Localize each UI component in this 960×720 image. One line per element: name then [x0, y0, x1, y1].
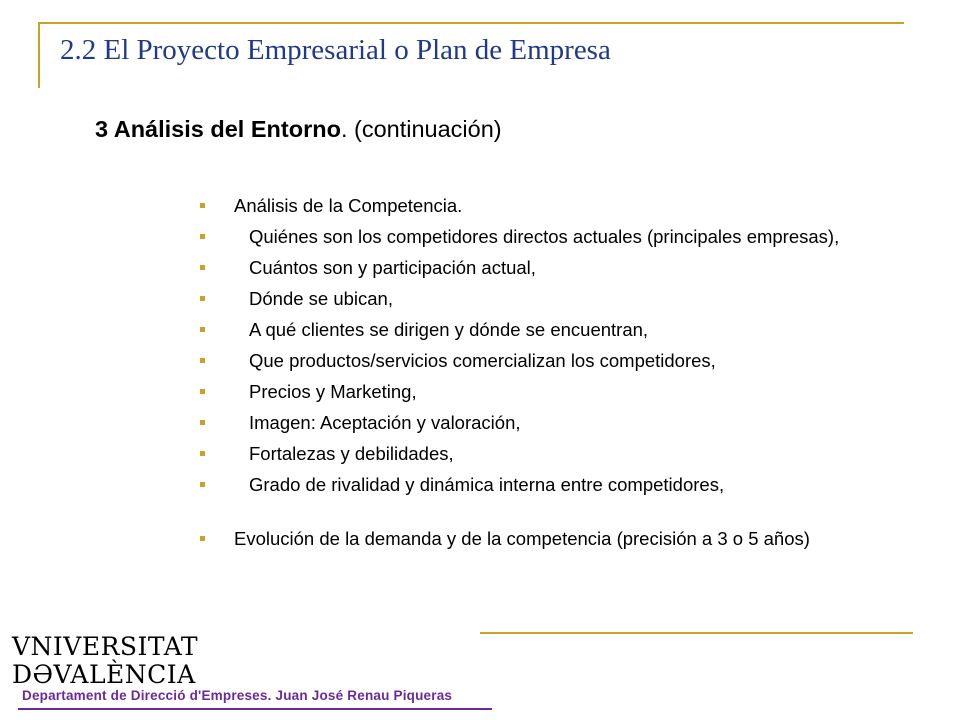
slide-title: 2.2 El Proyecto Empresarial o Plan de Empresa: [60, 34, 611, 66]
bullet-text: Grado de rivalidad y dinámica interna entre competidores,: [249, 474, 725, 495]
logo-wordmark-line1: VNIVERSITAT: [12, 632, 199, 661]
bullet-list: [200, 195, 905, 559]
section-heading-bold: 3 Análisis del Entorno: [95, 116, 341, 142]
section-heading-rest: . (continuación): [340, 116, 502, 142]
bullet-text: Quiénes son los competidores directos actuales (principales empresas),: [249, 226, 840, 247]
bullet-text: Precios y Marketing,: [249, 381, 417, 402]
bullet-item: [200, 443, 905, 465]
bullet-item: [200, 226, 905, 248]
bullet-item: [200, 319, 905, 341]
bullet-item: [200, 381, 905, 403]
bullet-marker-icon: [200, 389, 205, 394]
bullet-text: Evolución de la demanda y de la competencia (precisión a 3 o 5 años): [234, 528, 810, 549]
bullet-marker-icon: [200, 296, 205, 301]
bullet-marker-icon: [200, 420, 205, 425]
bullet-text: Cuántos son y participación actual,: [249, 257, 536, 278]
bullet-text: Que productos/servicios comercializan los competidores,: [249, 350, 716, 371]
bullet-item: [200, 350, 905, 372]
bullet-marker-icon: [200, 482, 205, 487]
bullet-marker-icon: [200, 265, 205, 270]
bullet-marker-icon: [200, 203, 205, 208]
department-credit: Departament de Direcció d'Empreses. Juan José Renau Piqueras: [22, 688, 453, 703]
bullet-item: [200, 288, 905, 310]
bullet-text: Fortalezas y debilidades,: [249, 443, 454, 464]
bullet-text: A qué clientes se dirigen y dónde se encuentran,: [249, 319, 649, 340]
university-logo: [10, 630, 490, 712]
bullet-marker-icon: [200, 234, 205, 239]
title-accent-vertical-line: [38, 22, 40, 88]
bullet-marker-icon: [200, 536, 205, 541]
department-underline: [18, 708, 492, 710]
bullet-text: Análisis de la Competencia.: [234, 195, 463, 216]
bullet-item: [200, 528, 905, 550]
bullet-text: Dónde se ubican,: [249, 288, 393, 309]
bullet-item: [200, 474, 905, 496]
bullet-text: Imagen: Aceptación y valoración,: [249, 412, 521, 433]
bullet-item: [200, 257, 905, 279]
bullet-marker-icon: [200, 358, 205, 363]
title-accent-horizontal-line: [38, 22, 904, 24]
bullet-marker-icon: [200, 451, 205, 456]
bullet-marker-icon: [200, 327, 205, 332]
footer-accent-line: [480, 632, 913, 634]
bullet-item: [200, 195, 905, 217]
section-heading: [95, 116, 502, 143]
bullet-item: [200, 412, 905, 434]
logo-wordmark-line2: DƏVALÈNCIA: [12, 660, 196, 689]
